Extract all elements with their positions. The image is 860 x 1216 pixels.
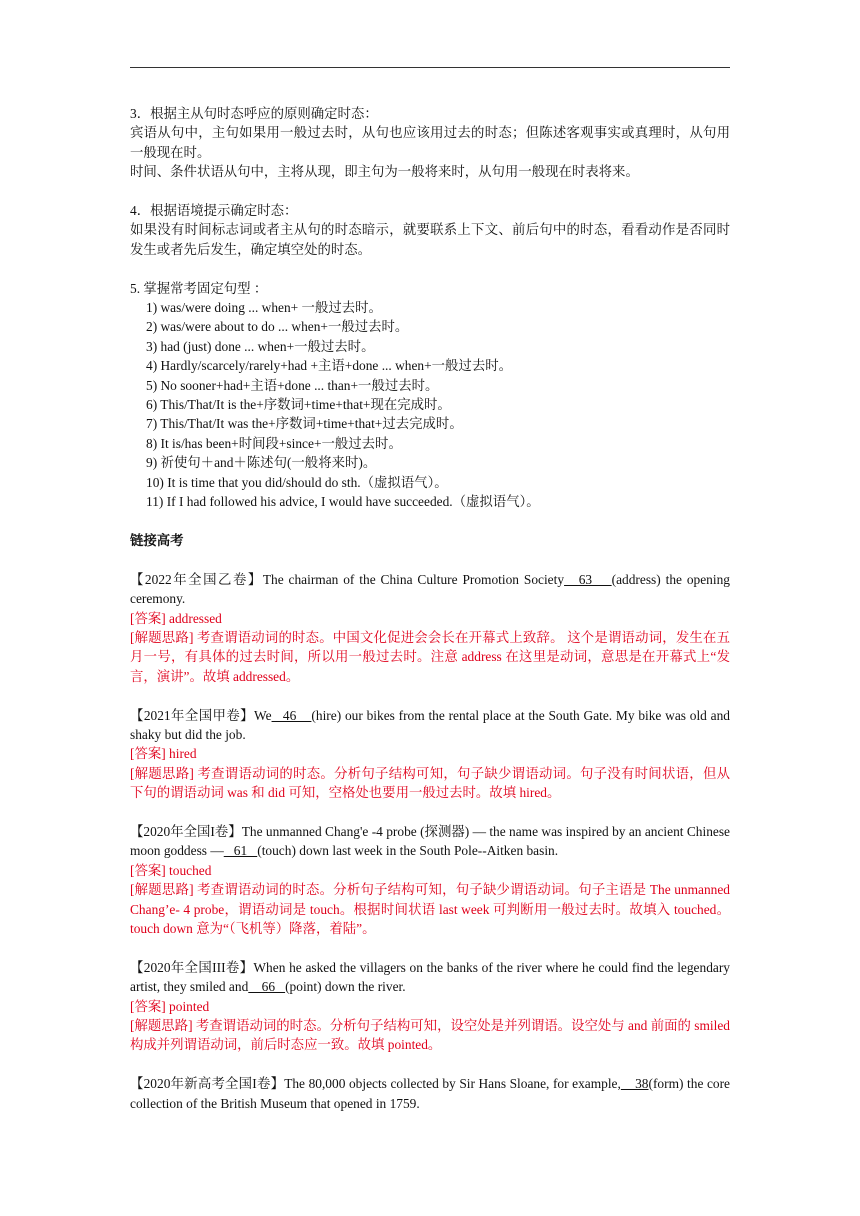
answer-blank: 46 [271, 707, 312, 723]
document-body [130, 104, 730, 1113]
answer-line: [答案] pointed [130, 998, 210, 1014]
analysis-line: [解题思路] 考查谓语动词的时态。中国文化促进会会长在开幕式上致辞。 这个是谓语动词，发生在五月一号，有具体的过去时间，所以用一般过去时。注意 address 在这里是动词，意思是在开幕式上“发言，演讲”。故填 addressed。 [130, 629, 730, 684]
list-item: 10) It is time that you did/should do sth.（虚拟语气）。 [146, 474, 448, 490]
question-text [130, 822, 730, 861]
question-text [130, 706, 730, 745]
answer-blank: 63 [564, 571, 612, 587]
question-source: 【2020年新高考全国I卷】 [130, 1076, 285, 1092]
question-text [130, 1074, 730, 1113]
exam-question-2 [130, 706, 730, 803]
analysis-line: [解题思路] 考查谓语动词的时态。分析句子结构可知，句子缺少谓语动词。句子没有时间状语，但从下句的谓语动词 was 和 did 可知，空格处也要用一般过去时。故填 hired。 [130, 765, 730, 801]
answer-blank: 38 [620, 1076, 649, 1092]
section-heading: 5. 掌握常考固定句型 ： [130, 280, 268, 296]
analysis-line: [解题思路] 考查谓语动词的时态。分析句子结构可知，句子缺少谓语动词。句子主语是 The unmanned Chang’e- 4 probe，谓语动词是 touch。根据时间状语 last week 可判断用一般过去时。故填入 touched。touch down 意为“（飞机等）降落，着陆”。 [130, 882, 730, 936]
header-rule [130, 67, 730, 68]
question-source: 【2022年全国乙卷】 [130, 571, 263, 587]
question-source: 【2021年全国甲卷】 [130, 707, 255, 723]
list-item: 1) was/were doing ... when+ 一般过去时。 [146, 300, 382, 316]
exam-question-3 [130, 822, 730, 938]
question-stem: We [254, 707, 272, 723]
pattern-list [130, 298, 730, 511]
list-item: 7) This/That/It was the+序数词+time+that+过去完成时。 [146, 416, 463, 432]
question-stem: (touch) down last week in the South Pole--Aitken basin. [257, 843, 559, 859]
list-item: 2) was/were about to do ... when+一般过去时。 [146, 319, 409, 335]
question-source: 【2020年全国I卷】 [130, 823, 242, 839]
question-stem: (point) down the river. [285, 979, 406, 995]
section-5 [130, 279, 730, 512]
section-heading: 3．根据主从句时态呼应的原则确定时态： [130, 106, 378, 121]
answer-blank: 66 [248, 979, 286, 995]
answer-blank: 61 [223, 843, 258, 859]
document-page [130, 0, 730, 1216]
paragraph: 时间、条件状语从句中，主将从现，即主句为一般将来时，从句用一般现在时表将来。 [130, 164, 639, 180]
list-item: 11) If I had followed his advice, I would have succeeded.（虚拟语气）。 [146, 494, 540, 510]
question-text [130, 958, 730, 997]
question-stem: The unmanned Chang'e -4 probe (探测器) — the name was inspired by an ancient Chinese moon goddess — [130, 823, 730, 859]
list-item: 3) had (just) done ... when+一般过去时。 [146, 338, 375, 354]
question-stem: The 80,000 objects collected by Sir Hans Sloane, for example, [284, 1076, 621, 1092]
list-item: 4) Hardly/scarcely/rarely+had +主语+done ... when+一般过去时。 [146, 358, 512, 374]
answer-line: [答案] touched [130, 862, 212, 878]
list-item: 8) It is/has been+时间段+since+一般过去时。 [146, 435, 402, 451]
question-stem: The chairman of the China Culture Promotion Society [262, 571, 565, 587]
question-stem: (hire) our bikes from the rental place at the South Gate. My bike was old and shaky but did the job. [130, 707, 730, 742]
paragraph: 宾语从句中，主句如果用一般过去时，从句也应该用过去的时态；但陈述客观事实或真理时，从句用一般现在时。 [130, 125, 730, 160]
list-item: 6) This/That/It is the+序数词+time+that+现在完成时。 [146, 397, 451, 413]
analysis-line: [解题思路] 考查谓语动词的时态。分析句子结构可知，设空处是并列谓语。设空处与 and 前面的 smiled 构成并列谓语动词，前后时态应一致。故填 pointed。 [130, 1017, 730, 1053]
question-text [130, 570, 730, 609]
link-heading: 链接高考 [130, 532, 184, 548]
question-stem: (address) the opening ceremony. [130, 571, 730, 607]
answer-line: [答案] addressed [130, 610, 222, 626]
question-stem: When he asked the villagers on the banks of the river where he could find the legendary artist, they smiled and [130, 959, 730, 995]
exam-question-1 [130, 570, 730, 686]
list-item: 9) 祈使句＋and＋陈述句(一般将来时)。 [146, 455, 377, 471]
list-item: 5) No sooner+had+主语+done ... than+一般过去时。 [146, 377, 439, 393]
paragraph: 如果没有时间标志词或者主从句的时态暗示，就要联系上下文、前后句中的时态，看看动作是否同时发生或者先后发生，确定填空处的时态。 [130, 222, 730, 257]
exam-question-4 [130, 958, 730, 1055]
section-heading: 4．根据语境提示确定时态： [130, 203, 298, 219]
question-source: 【2020年全国III卷】 [130, 959, 254, 975]
exam-question-5 [130, 1074, 730, 1113]
section-4 [130, 201, 730, 259]
answer-line: [答案] hired [130, 746, 197, 762]
section-3 [130, 104, 730, 182]
question-stem: (form) the core collection of the British Museum that opened in 1759. [130, 1076, 730, 1111]
